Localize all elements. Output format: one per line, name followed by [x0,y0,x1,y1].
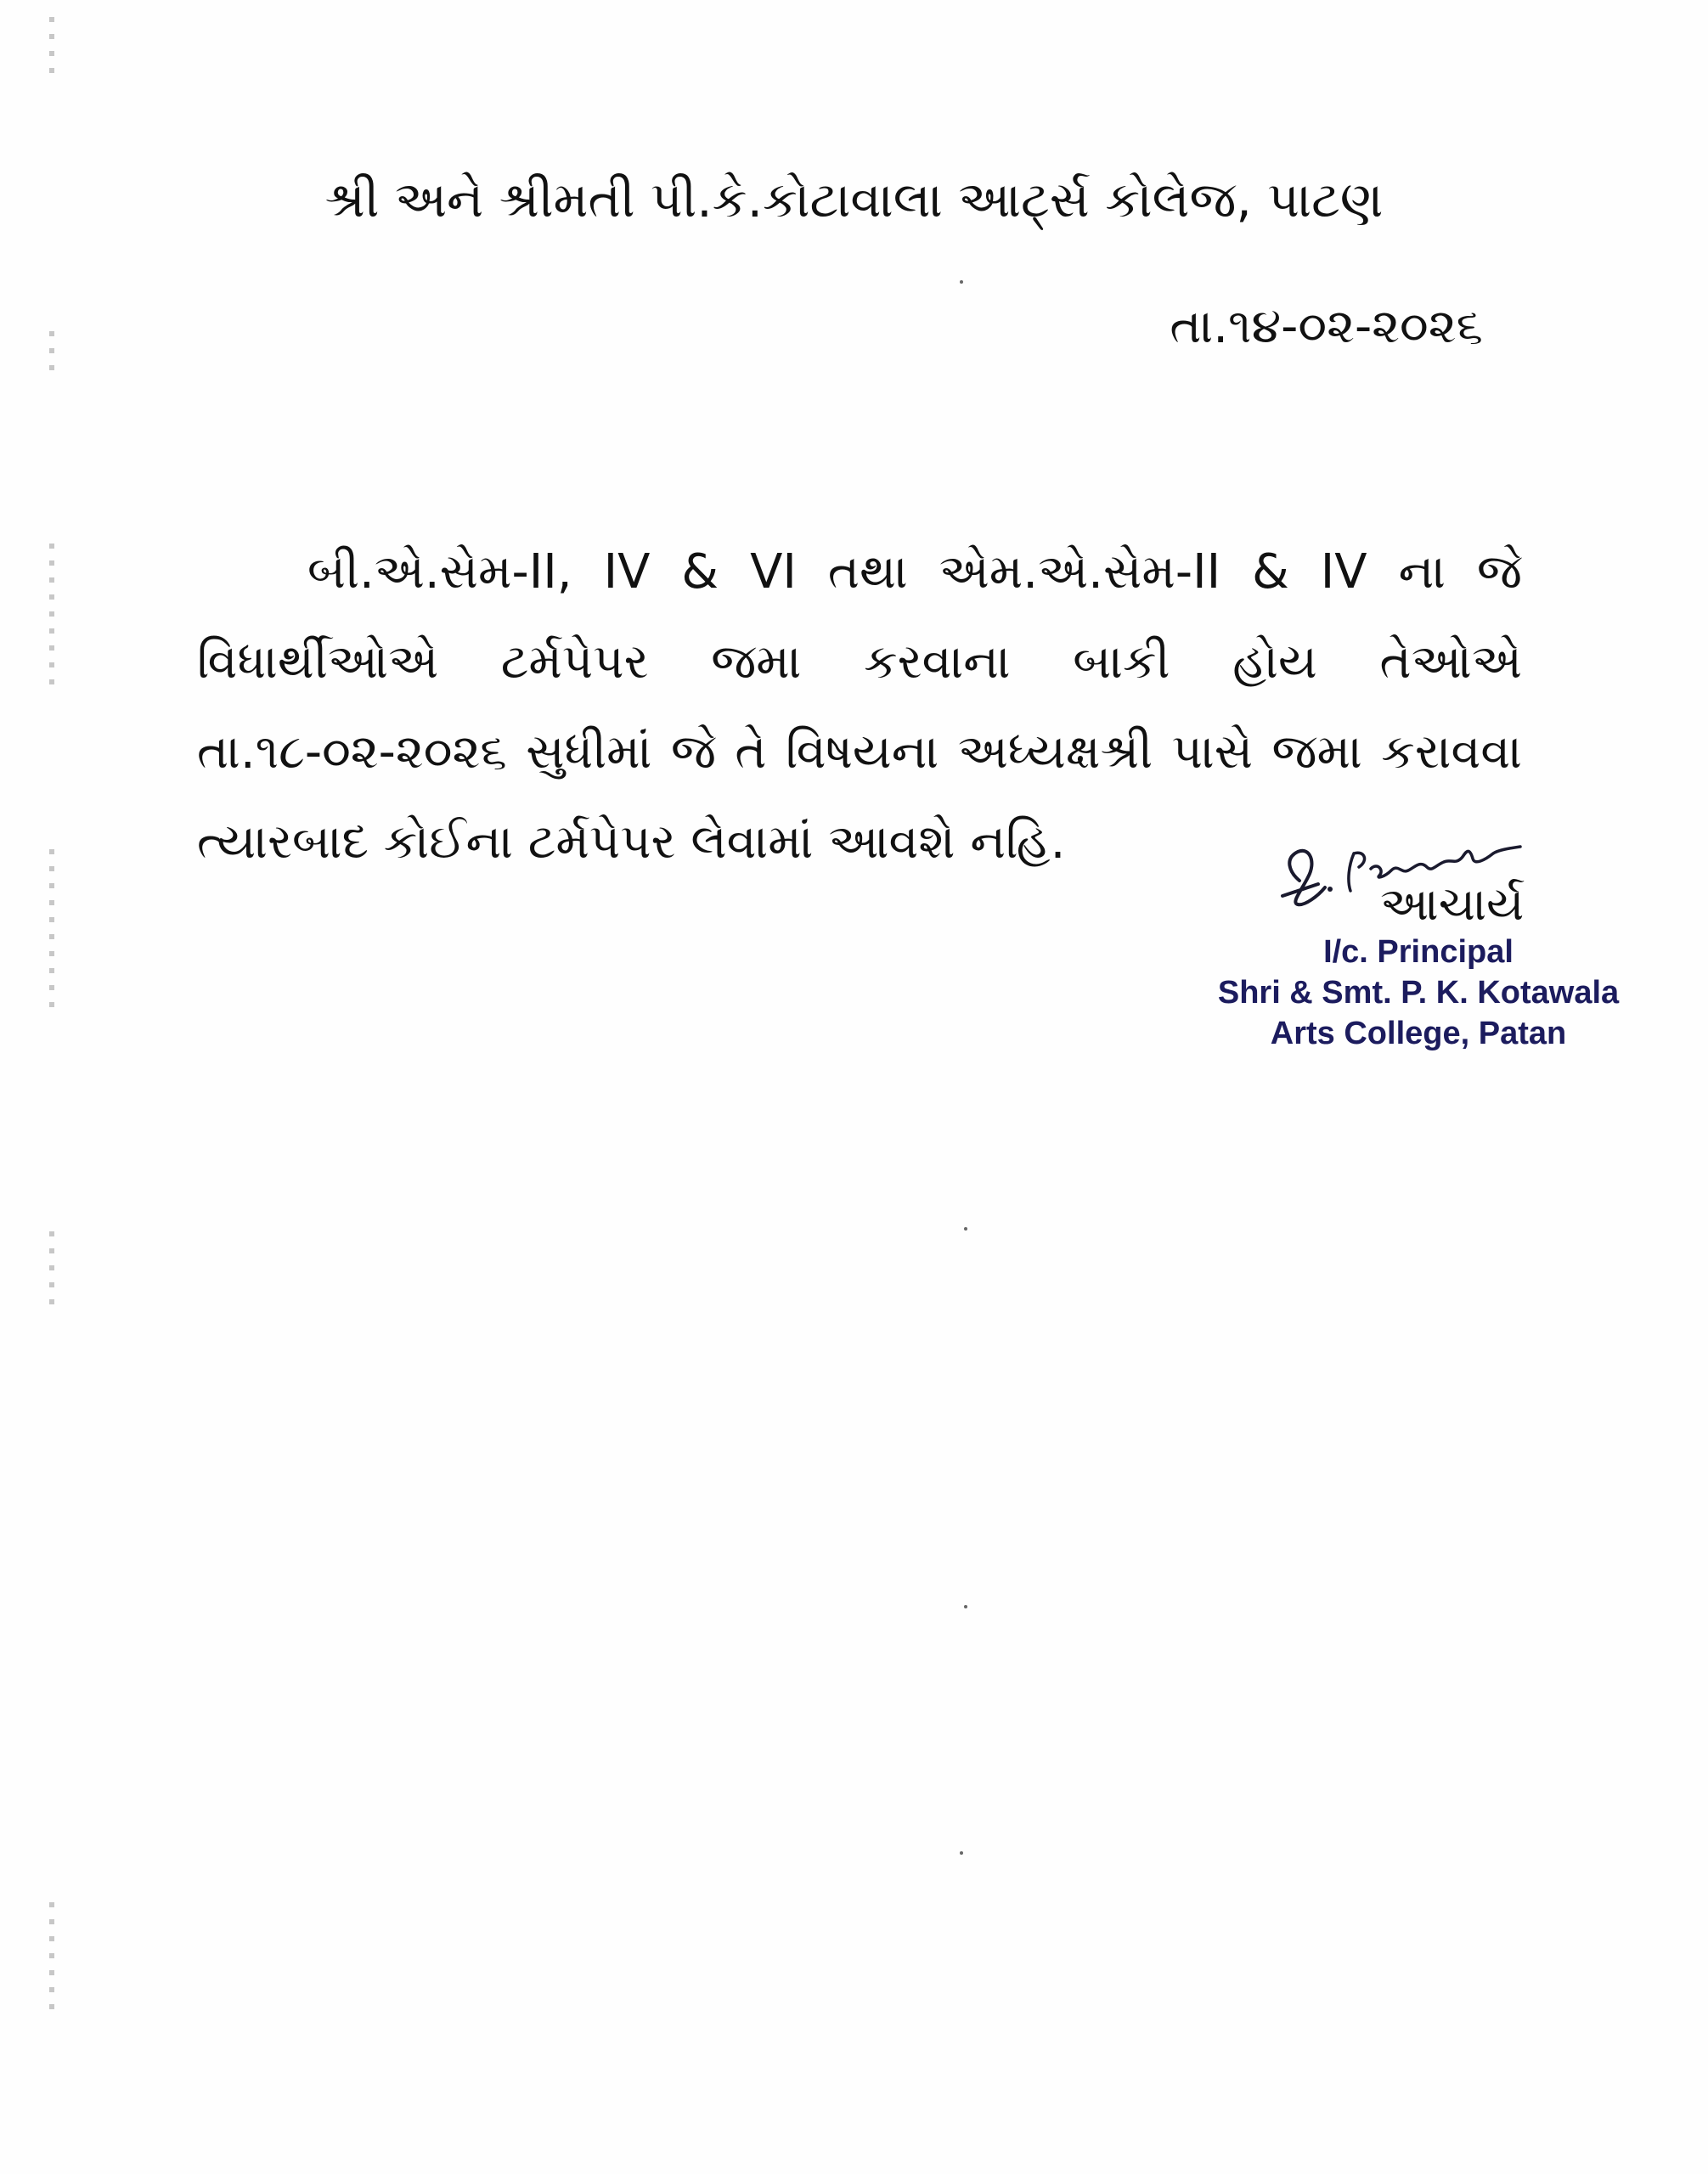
college-name-heading: શ્રી અને શ્રીમતી પી.કે.કોટાવાલા આર્ટ્સ કોલેજ, પાટણ [324,171,1384,228]
scan-edge-mark [49,17,54,76]
scan-speck [964,1605,967,1608]
signature-block [1198,828,1639,1066]
scan-edge-mark [49,1902,54,2021]
scan-edge-mark [49,1231,54,1308]
stamp-line: I/c. Principal [1323,934,1514,970]
principal-stamp [1198,932,1639,1054]
stamp-line: Shri & Smt. P. K. Kotawala [1217,975,1620,1011]
scan-edge-mark [49,331,54,382]
notice-body: બી.એ.સેમ-II, IV & VI તથા એમ.એ.સેમ-II & IV ના જે વિધાર્થીઓએ ટર્મપેપર જમા કરવાના બાકી હોય તેઓએ તા.૧૮-૦૨-૨૦૨૬ સુધીમાં જે તે વિષયના અધ્યક્ષશ્રી પાસે જમા કરાવવા ત્યારબાદ કોઈના ટર્મપેપર લેવામાં આવશે નહિ. [197,544,1522,870]
stamp-line: Arts College, Patan [1270,1016,1567,1051]
principal-title: આચાર્ય [1380,877,1525,931]
scan-speck [964,1227,967,1231]
scan-edge-mark [49,544,54,688]
notice-date: તા.૧૪-૦૨-૨૦૨૬ [1170,299,1483,354]
scan-edge-mark [49,849,54,1019]
scan-speck [960,280,963,284]
scan-speck [960,1851,963,1855]
